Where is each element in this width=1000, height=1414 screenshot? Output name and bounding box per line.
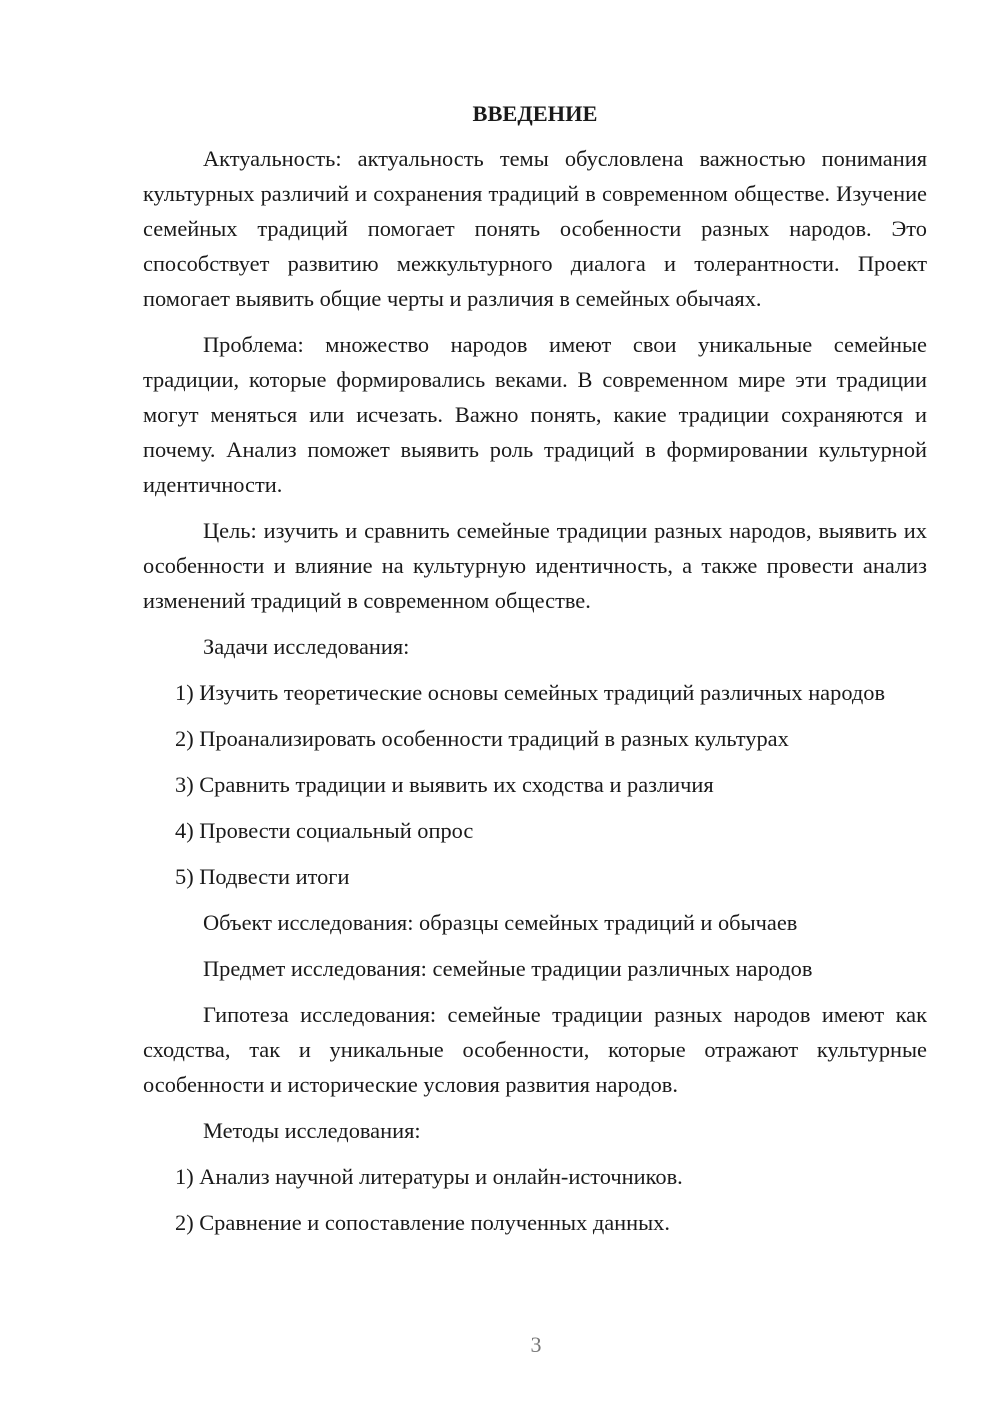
task-item-2: 2) Проанализировать особенности традиций в разных культурах [175, 726, 789, 751]
relevance-paragraph: Актуальность: актуальность темы обусловлена важностью понимания культурных различий и сохранения традиций в современном обществе. Изучение семейных традиций помогает понять особенности разных народов. Это способствует развитию межкультурного диалога и толерантности. Проект помогает выявить общие черты и различия в семейных обычаях. [143, 146, 927, 311]
document-page [143, 96, 927, 1251]
hypothesis-paragraph: Гипотеза исследования: семейные традиции разных народов имеют как сходства, так и уникальные особенности, которые отражают культурные особенности и исторические условия развития народов. [143, 1002, 927, 1097]
task-item-3: 3) Сравнить традиции и выявить их сходства и различия [175, 772, 714, 797]
problem-paragraph: Проблема: множество народов имеют свои уникальные семейные традиции, которые формировались веками. В современном мире эти традиции могут меняться или исчезать. Важно понять, какие традиции сохраняются и почему. Анализ поможет выявить роль традиций в формировании культурной идентичности. [143, 332, 927, 497]
task-item-1: 1) Изучить теоретические основы семейных традиций различных народов [175, 680, 886, 705]
tasks-heading: Задачи исследования: [203, 634, 410, 659]
task-item-5: 5) Подвести итоги [175, 864, 350, 889]
method-item-2: 2) Сравнение и сопоставление полученных данных. [175, 1210, 670, 1235]
methods-heading: Методы исследования: [203, 1118, 421, 1143]
research-subject: Предмет исследования: семейные традиции различных народов [203, 956, 813, 981]
task-item-4: 4) Провести социальный опрос [175, 818, 474, 843]
method-item-1: 1) Анализ научной литературы и онлайн-источников. [175, 1164, 683, 1189]
page-number: 3 [530, 1332, 542, 1357]
research-object: Объект исследования: образцы семейных традиций и обычаев [203, 910, 798, 935]
goal-paragraph: Цель: изучить и сравнить семейные традиции разных народов, выявить их особенности и влияние на культурную идентичность, а также провести анализ изменений традиций в современном обществе. [143, 518, 927, 613]
section-title: ВВЕДЕНИЕ [472, 101, 598, 126]
